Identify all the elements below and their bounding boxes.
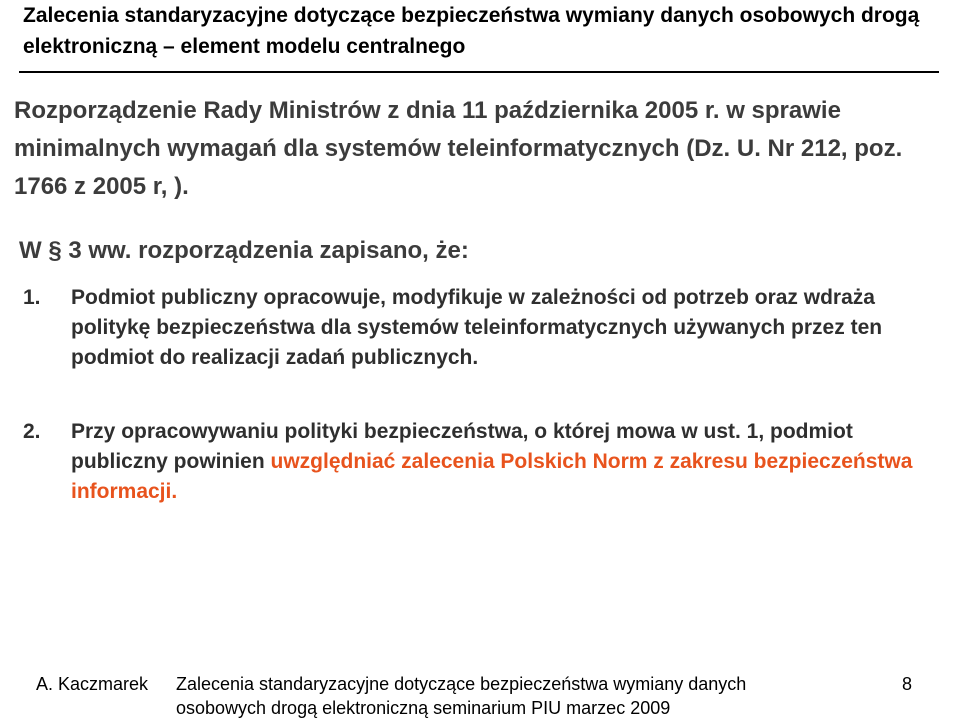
section-heading: W § 3 ww. rozporządzenia zapisano, że: [19, 237, 469, 264]
list-item-number: 1. [23, 286, 41, 309]
page-number: 8 [902, 674, 913, 694]
list-item-number: 2. [23, 420, 41, 443]
title-divider [19, 71, 939, 73]
list-item-text-plain: Przy opracowywaniu polityki bezpieczeństwa, o której mowa w ust. 1, podmiot publiczny powinien [71, 420, 853, 473]
list-item-text: Podmiot publiczny opracowuje, modyfikuje w zależności od potrzeb oraz wdraża politykę bezpieczeństwa dla systemów teleinformatycznych używanych przez ten podmiot do realizacji zadań publicznych. [71, 286, 883, 369]
list-item [23, 417, 953, 507]
footer-author: A. Kaczmarek [36, 674, 149, 694]
footer-title: Zalecenia standaryzacyjne dotyczące bezpieczeństwa wymiany danych osobowych drogą elektroniczną seminarium PIU marzec 2009 [176, 674, 747, 718]
regulation-reference: Rozporządzenie Rady Ministrów z dnia 11 października 2005 r. w sprawie minimalnych wymagań dla systemów teleinformatycznych (Dz. U. Nr 212, poz. 1766 z 2005 r, ). [14, 97, 903, 200]
list-item-text [71, 417, 953, 507]
points-list [23, 283, 953, 507]
list-item [23, 283, 953, 373]
slide-title: Zalecenia standaryzacyjne dotyczące bezpieczeństwa wymiany danych osobowych drogą elektroniczną – element modelu centralnego [23, 4, 920, 58]
highlighted-recommendation: uwzględniać zalecenia Polskich Norm z zakresu bezpieczeństwa informacji. [71, 450, 913, 503]
